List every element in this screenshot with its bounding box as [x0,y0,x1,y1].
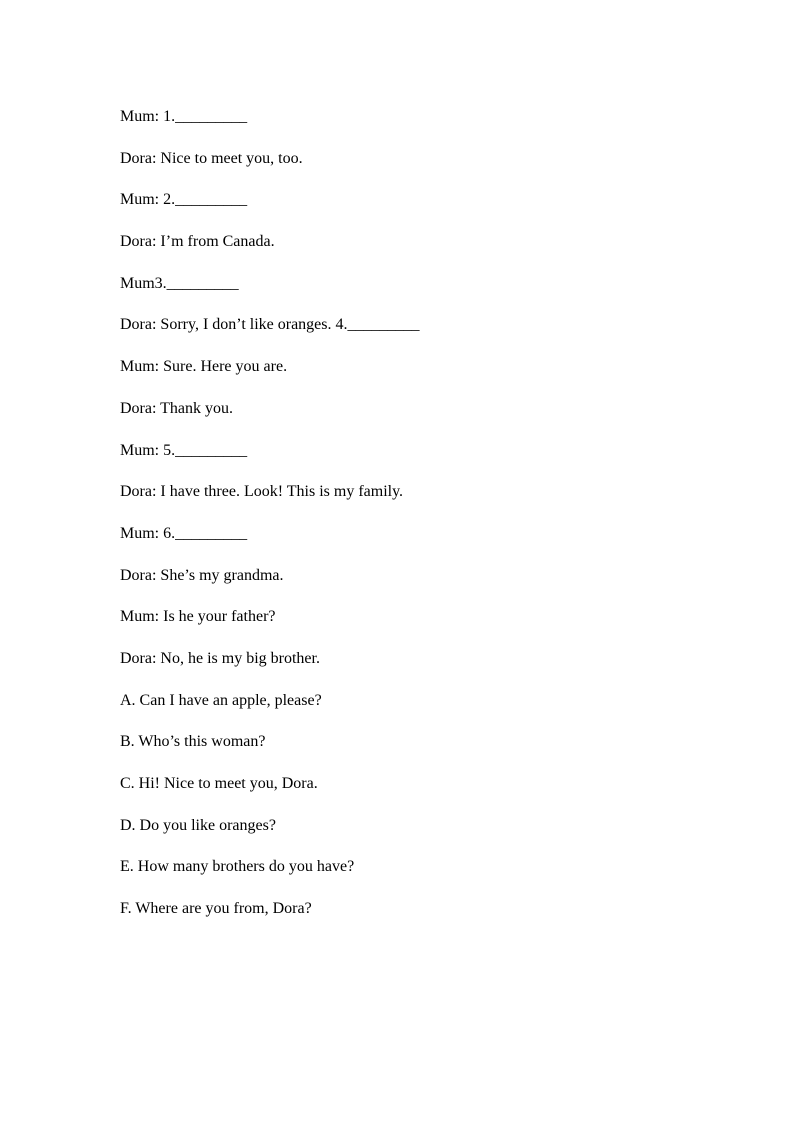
option-c: C. Hi! Nice to meet you, Dora. [120,775,318,792]
option-d: D. Do you like oranges? [120,816,276,834]
dialogue-line-9: Mum: 5._________ [120,441,248,459]
dialogue-line-12: Dora: She’s my grandma. [120,566,284,584]
dialogue-line-7: Mum: Sure. Here you are. [120,358,288,376]
option-e: E. How many brothers do you have? [120,858,355,876]
dialogue-line-2: Dora: Nice to meet you, too. [120,149,303,167]
dialogue-line-10: Dora: I have three. Look! This is my family. [120,483,404,501]
option-b: B. Who’s this woman? [120,733,266,751]
dialogue-line-1: Mum: 1._________ [120,108,248,125]
dialogue-line-11: Mum: 6._________ [120,524,248,542]
dialogue-line-13: Mum: Is he your father? [120,608,276,626]
option-a: A. Can I have an apple, please? [120,691,322,709]
dialogue-line-3: Mum: 2._________ [120,191,248,209]
dialogue-line-4: Dora: I’m from Canada. [120,233,275,251]
dialogue-line-6: Dora: Sorry, I don’t like oranges. 4._________ [120,316,420,334]
dialogue-line-14: Dora: No, he is my big brother. [120,649,320,667]
exercise-body [120,106,740,940]
option-f: F. Where are you from, Dora? [120,900,312,918]
dialogue-line-8: Dora: Thank you. [120,399,234,417]
dialogue-line-5: Mum3._________ [120,274,239,292]
